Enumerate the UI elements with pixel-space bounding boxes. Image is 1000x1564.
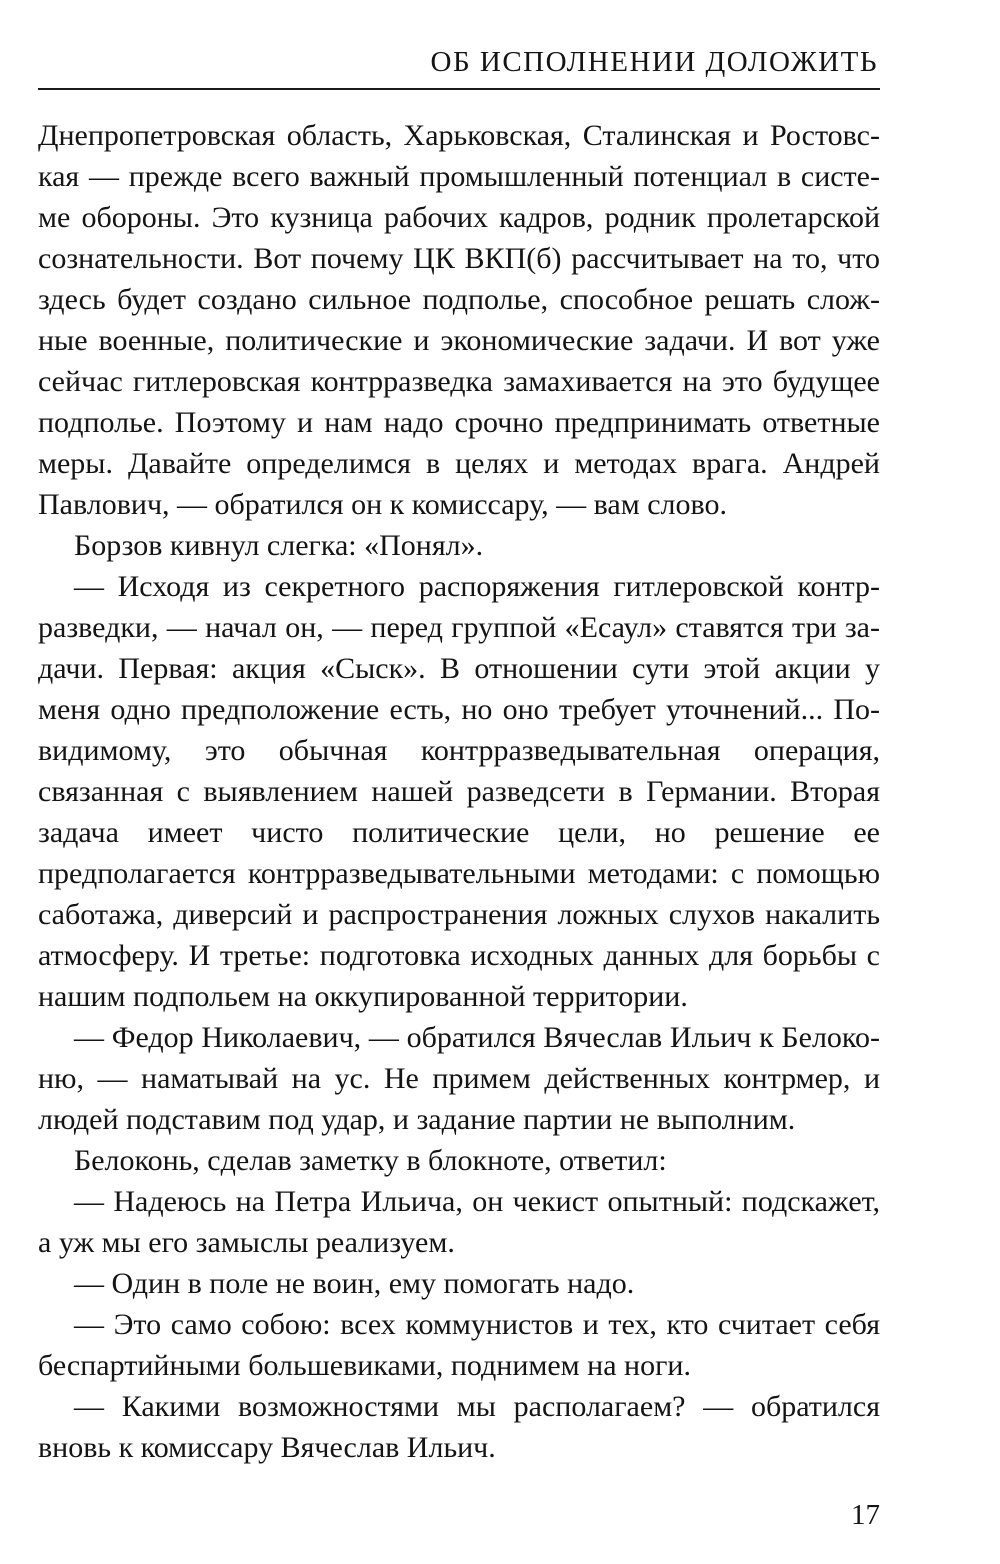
paragraph: — Исходя из секретного распоряжения гитлеровской контрразведки, — начал он, — перед группой «Есаул» ставятся три задачи. Первая: акция «Сыск». В отношении сути этой акции у меня одно предположение есть, но оно требует уточнений... По-видимому, это обычная контрразведывательная операция, связанная с выявлением нашей разведсети в Германии. Вторая задача имеет чисто политические цели, но решение ее предполагается контрразведывательными методами: с помощью саботажа, диверсий и распространения ложных слухов накалить атмосферу. И третье: подготовка исходных данных для борьбы с нашим подпольем на оккупированной территории.: [38, 570, 880, 1013]
header-rule: [38, 88, 880, 90]
paragraph: — Какими возможностями мы располагаем? — обратился вновь к комиссару Вячеслав Ильич.: [38, 1390, 880, 1464]
paragraph: — Это само собою: всех коммунистов и тех, кто считает себя беспартийными большевиками, поднимем на ноги.: [38, 1308, 880, 1382]
running-title: ОБ ИСПОЛНЕНИИ ДОЛОЖИТЬ: [430, 46, 878, 78]
paragraph: — Федор Николаевич, — обратился Вячеслав Ильич к Белоконю, — наматывай на ус. Не примем действенных контрмер, и людей подставим под удар, и задание партии не выполним.: [38, 1021, 880, 1136]
paragraph: — Надеюсь на Петра Ильича, он чекист опытный: подскажет, а уж мы его замыслы реализуем.: [38, 1185, 880, 1259]
page-number: 17: [851, 1499, 880, 1531]
body-text: [38, 115, 880, 1468]
paragraph: — Один в поле не воин, ему помогать надо.: [74, 1267, 635, 1300]
paragraph: Белоконь, сделав заметку в блокноте, ответил:: [74, 1144, 667, 1177]
paragraph: Борзов кивнул слегка: «Понял».: [74, 529, 484, 562]
paragraph: Днепропетровская область, Харьковская, Сталинская и Ростовская — прежде всего важный промышленный потенциал в системе обороны. Это кузница рабочих кадров, родник пролетарской сознательности. Вот почему ЦК ВКП(б) рассчитывает на то, что здесь будет создано сильное подполье, способное решать сложные военные, политические и экономические задачи. И вот уже сейчас гитлеровская контрразведка замахивается на это будущее подполье. Поэтому и нам надо срочно предпринимать ответные меры. Давайте определимся в целях и методах врага. Андрей Павлович, — обратился он к комиссару, — вам слово.: [38, 119, 880, 521]
